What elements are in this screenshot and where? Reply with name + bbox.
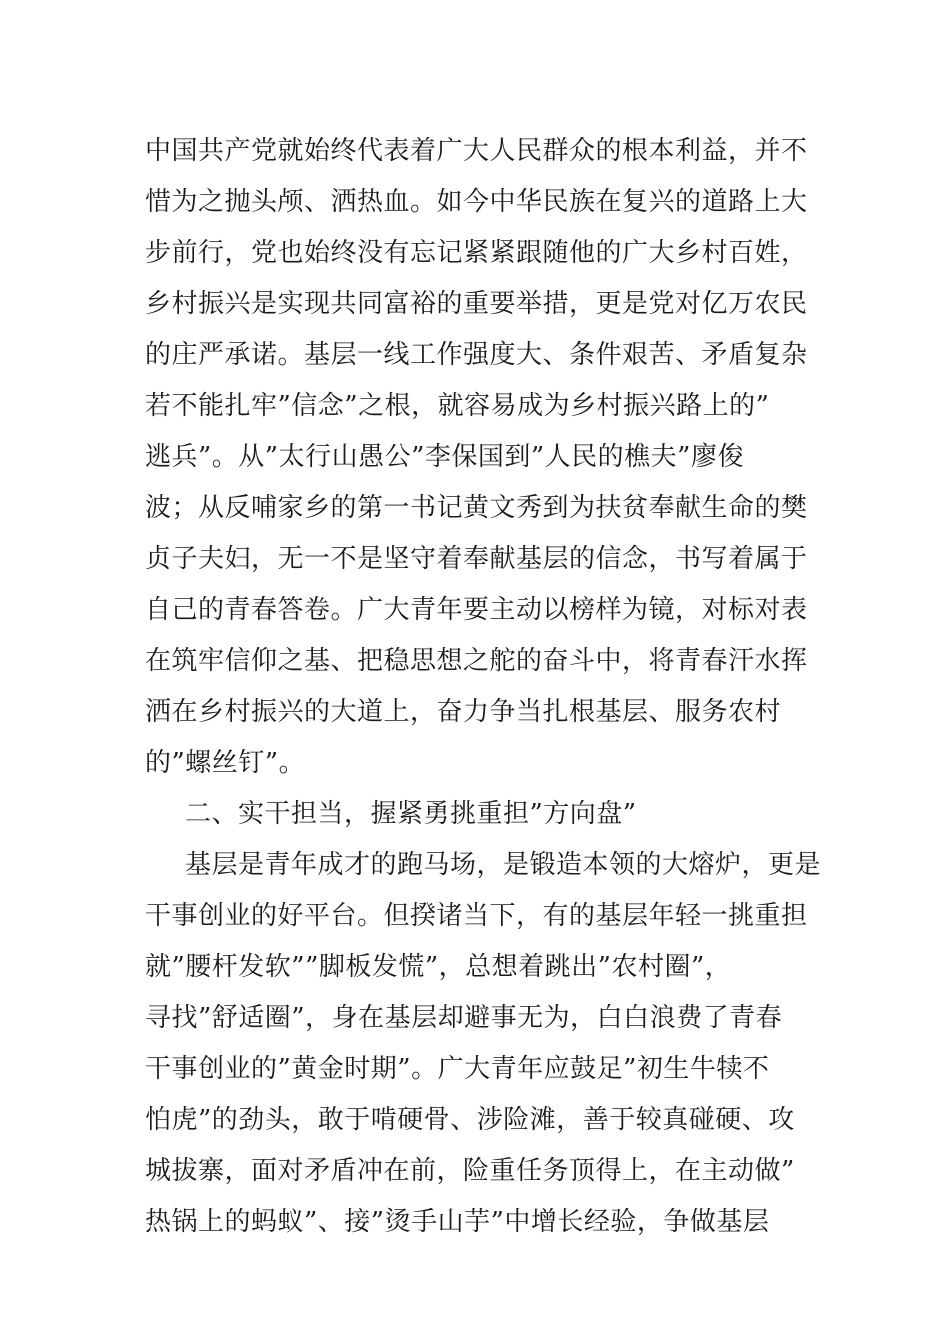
text-line: 自己的青春答卷。广大青年要主动以榜样为镜，对标对表 [145, 595, 808, 625]
text-line: 的庄严承诺。基层一线工作强度大、条件艰苦、矛盾复杂 [145, 340, 808, 370]
text-line: 若不能扎牢”信念”之根，就容易成为乡村振兴路上的” [145, 391, 770, 421]
text-line: 的”螺丝钉”。 [145, 748, 306, 778]
text-line: 洒在乡村振兴的大道上，奋力争当扎根基层、服务农村 [145, 697, 782, 727]
text-line: 怕虎”的劲头，敢于啃硬骨、涉险滩，善于较真碰硬、攻 [145, 1105, 795, 1135]
text-line: 中国共产党就始终代表着广大人民群众的根本利益，并不 [145, 136, 808, 166]
text-line: 乡村振兴是实现共同富裕的重要举措，更是党对亿万农民 [145, 289, 808, 319]
text-line: 贞子夫妇，无一不是坚守着奉献基层的信念，书写着属于 [145, 544, 808, 574]
text-line: 寻找”舒适圈”，身在基层却避事无为，白白浪费了青春 [145, 1003, 783, 1033]
text-line: 惜为之抛头颅、洒热血。如今中华民族在复兴的道路上大 [145, 187, 808, 217]
body-text [145, 126, 822, 1248]
text-line: 干事创业的好平台。但揆诸当下，有的基层年轻一挑重担 [145, 901, 808, 931]
section-heading: 二、实干担当，握紧勇挑重担”方向盘” [185, 799, 637, 829]
text-line: 逃兵”。从”太行山愚公”李保国到”人民的樵夫”廖俊 [145, 442, 744, 472]
paragraph-2 [145, 840, 822, 1248]
text-line: 基层是青年成才的跑马场，是锻造本领的大熔炉，更是 [185, 850, 822, 880]
text-line: 城拔寨，面对矛盾冲在前，险重任务顶得上，在主动做” [145, 1156, 795, 1186]
paragraph-1 [145, 126, 810, 789]
text-line: 波；从反哺家乡的第一书记黄文秀到为扶贫奉献生命的樊 [145, 493, 808, 523]
text-line: 就”腰杆发软””脚板发慌”，总想着跳出”农村圈”， [145, 952, 732, 982]
text-line: 干事创业的”黄金时期”。广大青年应鼓足”初生牛犊不 [145, 1054, 770, 1084]
text-line: 步前行，党也始终没有忘记紧紧跟随他的广大乡村百姓， [145, 238, 808, 268]
text-line: 在筑牢信仰之基、把稳思想之舵的奋斗中，将青春汗水挥 [145, 646, 808, 676]
text-line: 热锅上的蚂蚁”、接”烫手山芋”中增长经验，争做基层 [145, 1207, 770, 1237]
